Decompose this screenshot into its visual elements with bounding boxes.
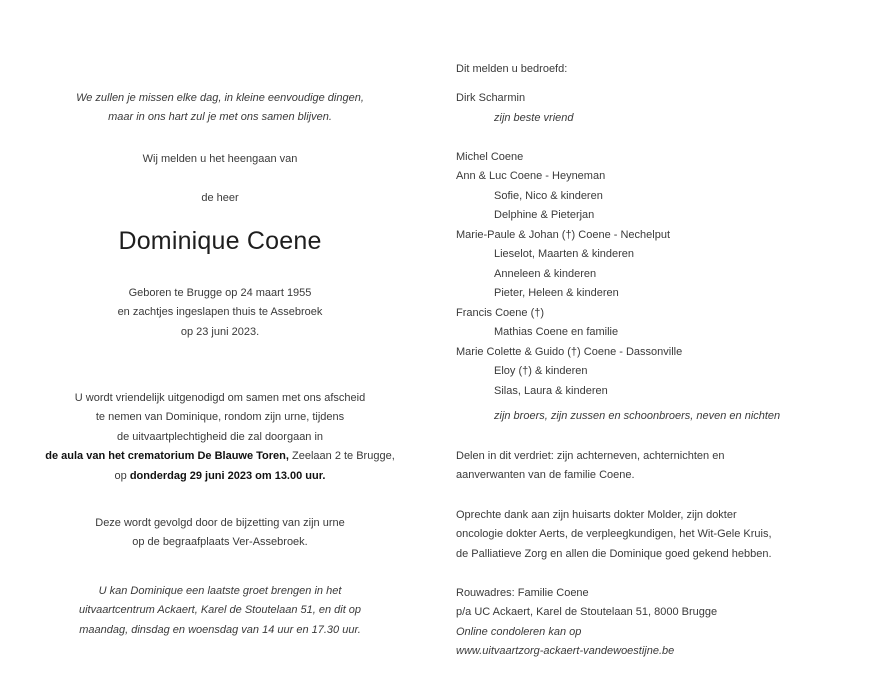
burial-line-1: Deze wordt gevolgd door de bijzetting van zijn urne — [95, 517, 345, 529]
birth-line: Geboren te Brugge op 24 maart 1955 — [128, 287, 312, 299]
family-member: Francis Coene (†) — [456, 307, 545, 319]
family-member: Silas, Laura & kinderen — [494, 385, 608, 397]
title-prefix: de heer — [201, 192, 239, 204]
venue-line — [0, 449, 440, 463]
sharing-line-1: Delen in dit verdriet: zijn achterneven, achternichten en — [456, 450, 725, 462]
family-member: Ann & Luc Coene - Heyneman — [456, 170, 606, 182]
ceremony-date-line — [0, 469, 440, 483]
online-condolence-label: Online condoleren kan op — [456, 626, 582, 638]
family-member: Eloy (†) & kinderen — [494, 365, 588, 377]
invitation-line-1: U wordt vriendelijk uitgenodigd om samen met ons afscheid — [74, 392, 366, 404]
sharing-line-2: aanverwanten van de familie Coene. — [456, 469, 635, 481]
death-date-line: op 23 juni 2023. — [180, 326, 260, 338]
announcement: Wij melden u het heengaan van — [142, 153, 298, 165]
ceremony-date: donderdag 29 juni 2023 om 13.00 uur. — [129, 470, 326, 482]
family-member: Mathias Coene en familie — [494, 326, 619, 338]
family-relation: zijn broers, zijn zussen en schoonbroers, neven en nichten — [494, 410, 781, 422]
family-member: Pieter, Heleen & kinderen — [494, 287, 619, 299]
invitation-line-3: de uitvaartplechtigheid die zal doorgaan in — [116, 431, 324, 443]
visitation-line-2: uitvaartcentrum Ackaert, Karel de Stoutelaan 51, en dit op — [78, 604, 362, 616]
family-member: Michel Coene — [456, 151, 524, 163]
mourners-heading: Dit melden u bedroefd: — [456, 63, 568, 75]
invitation-line-2: te nemen van Dominique, rondom zijn urne, tijdens — [95, 411, 345, 423]
family-member: Marie-Paule & Johan (†) Coene - Nechelput — [456, 229, 671, 241]
date-prefix: op — [114, 470, 130, 482]
right-column — [456, 0, 856, 699]
family-member: Delphine & Pieterjan — [494, 209, 595, 221]
visitation-line-1: U kan Dominique een laatste groet brengen in het — [98, 585, 342, 597]
burial-line-2: op de begraafplaats Ver-Assebroek. — [132, 536, 308, 548]
venue-name: de aula van het crematorium De Blauwe Toren, — [45, 450, 289, 462]
friend-name: Dirk Scharmin — [456, 92, 526, 104]
deceased-name: Dominique Coene — [118, 227, 322, 255]
mourning-address-line-2: p/a UC Ackaert, Karel de Stoutelaan 51, 8000 Brugge — [456, 606, 718, 618]
quote-line-1: We zullen je missen elke dag, in kleine eenvoudige dingen, — [76, 92, 364, 104]
family-member: Sofie, Nico & kinderen — [494, 190, 603, 202]
thanks-line-1: Oprechte dank aan zijn huisarts dokter Molder, zijn dokter — [456, 509, 737, 521]
friend-relation: zijn beste vriend — [494, 112, 574, 124]
mourning-address-line-1: Rouwadres: Familie Coene — [456, 587, 589, 599]
thanks-line-2: oncologie dokter Aerts, de verpleegkundigen, het Wit-Gele Kruis, — [456, 528, 772, 540]
quote-line-2: maar in ons hart zul je met ons samen blijven. — [108, 111, 332, 123]
family-member: Lieselot, Maarten & kinderen — [494, 248, 635, 260]
venue-address: Zeelaan 2 te Brugge, — [288, 450, 395, 462]
visitation-line-3: maandag, dinsdag en woensdag van 14 uur en 17.30 uur. — [79, 624, 361, 636]
death-place-line: en zachtjes ingeslapen thuis te Assebroek — [117, 306, 323, 318]
family-member: Anneleen & kinderen — [494, 268, 597, 280]
family-member: Marie Colette & Guido (†) Coene - Dassonville — [456, 346, 683, 358]
thanks-line-3: de Palliatieve Zorg en allen die Dominique goed gekend hebben. — [456, 548, 772, 560]
condolence-website-link[interactable]: www.uitvaartzorg-ackaert-vandewoestijne.be — [456, 645, 675, 657]
